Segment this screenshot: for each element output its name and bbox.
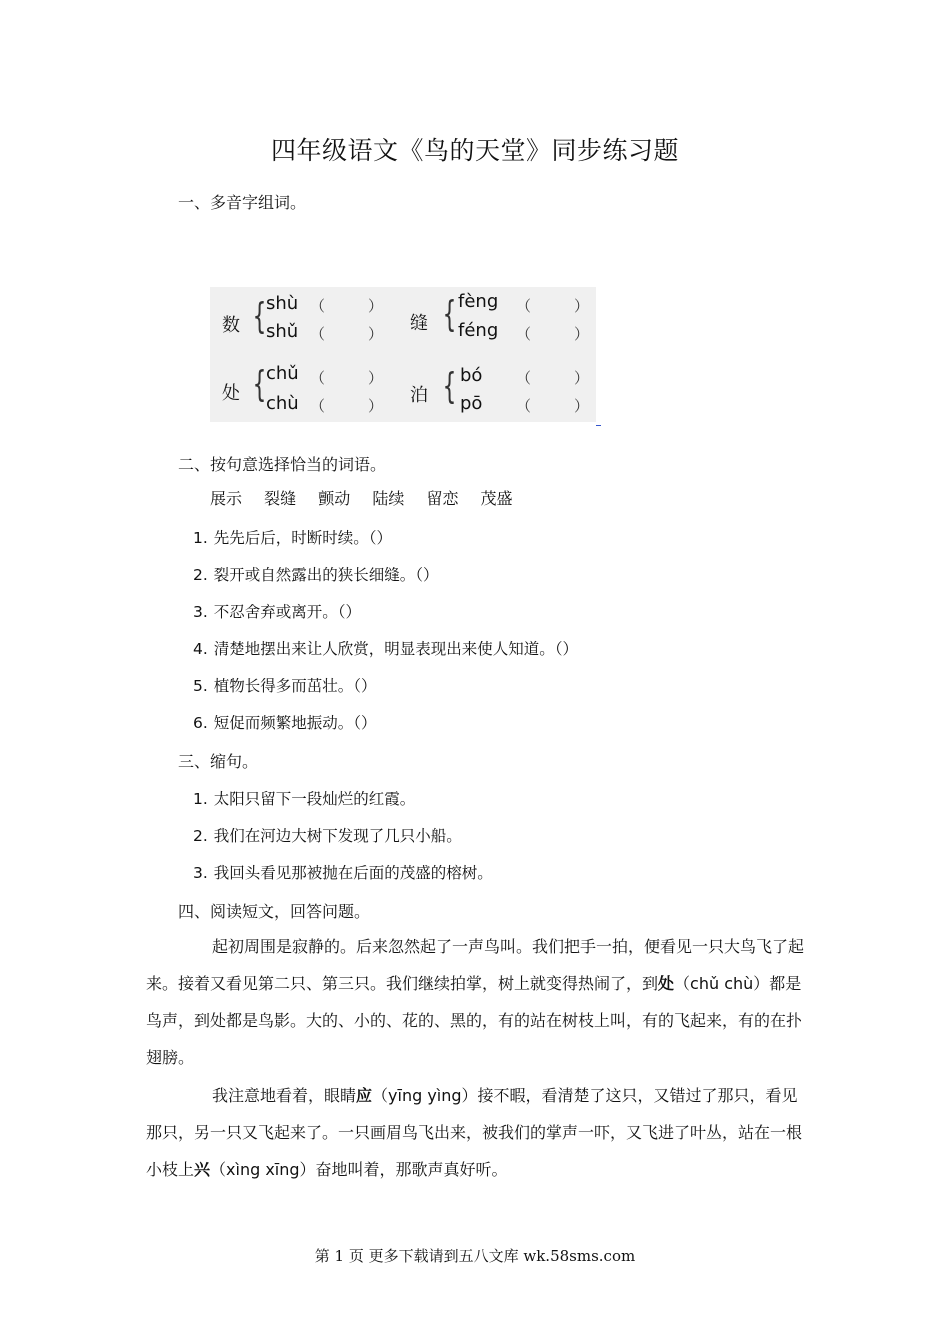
list-item: 1. 先先后后，时断时续。（） <box>193 529 393 547</box>
paren-close: ） <box>574 397 590 415</box>
word-option: 茂盛 <box>480 489 513 508</box>
list-item: 3. 不忍舍弃或离开。（） <box>193 603 362 621</box>
polyphone-char: 缝 <box>410 313 428 334</box>
paren-close: ） <box>574 369 590 387</box>
section-heading-3: 三、缩句。 <box>178 752 259 771</box>
passage-paragraph-1: 起初周围是寂静的。后来忽然起了一声鸟叫。我们把手一拍，便看见一只大鸟飞了起来。接着又看见第二只、第三只。我们继续拍掌，树上就变得热闹了，到处（chǔ chù）都是鸟声，到处都是鸟影。大的、小的、花的、黑的，有的站在树枝上叫，有的飞起来，有的在扑翅膀。 <box>146 937 805 1067</box>
paren-close: ） <box>368 325 384 343</box>
link-mark <box>596 425 601 426</box>
pinyin: bó <box>460 365 483 386</box>
list-item: 1. 太阳只留下一段灿烂的红霞。 <box>193 790 416 808</box>
paren-open: （ <box>516 369 532 387</box>
list-item: 6. 短促而频繁地振动。（） <box>193 714 377 732</box>
paren-open: （ <box>310 325 326 343</box>
list-item: 2. 裂开或自然露出的狭长细缝。（） <box>193 566 439 584</box>
page-title: 四年级语文《鸟的天堂》同步练习题 <box>270 136 679 165</box>
paren-open: （ <box>516 297 532 315</box>
word-options <box>210 486 530 509</box>
paren-open: （ <box>516 325 532 343</box>
pinyin: pō <box>460 393 483 414</box>
pinyin: shǔ <box>266 321 299 342</box>
list-item: 5. 植物长得多而茁壮。（） <box>193 677 377 695</box>
brace-icon: { <box>442 294 457 335</box>
list-item: 3. 我回头看见那被抛在后面的茂盛的榕树。 <box>193 864 493 882</box>
paren-close: ） <box>574 325 590 343</box>
paren-close: ） <box>574 297 590 315</box>
paren-open: （ <box>516 397 532 415</box>
polyphone-char: 泊 <box>410 385 428 406</box>
pinyin: chǔ <box>266 363 299 384</box>
polyphone-char: 处 <box>222 383 240 404</box>
section-heading-4: 四、阅读短文，回答问题。 <box>178 902 371 921</box>
word-option: 颤动 <box>318 489 351 508</box>
pinyin: shù <box>266 293 299 314</box>
paren-open: （ <box>310 369 326 387</box>
word-option: 陆续 <box>372 489 405 508</box>
word-option: 裂缝 <box>264 489 297 508</box>
brace-icon: { <box>252 364 267 405</box>
paren-close: ） <box>368 369 384 387</box>
brace-icon: { <box>252 296 267 337</box>
page-footer: 第 1 页 更多下载请到五八文库 wk.58sms.com <box>314 1247 636 1265</box>
section-heading-2: 二、按句意选择恰当的词语。 <box>178 455 387 474</box>
polyphone-table <box>210 287 596 422</box>
paren-open: （ <box>310 297 326 315</box>
brace-icon: { <box>442 366 457 407</box>
list-item: 4. 清楚地摆出来让人欣赏，明显表现出来使人知道。（） <box>193 640 579 658</box>
list-item: 2. 我们在河边大树下发现了几只小船。 <box>193 827 462 845</box>
paren-open: （ <box>310 397 326 415</box>
paren-close: ） <box>368 297 384 315</box>
polyphone-char: 数 <box>222 315 240 336</box>
pinyin: féng <box>458 320 499 341</box>
section-heading-1: 一、多音字组词。 <box>178 193 307 212</box>
paren-close: ） <box>368 397 384 415</box>
passage-paragraph-2: 我注意地看着，眼睛应（yīng yìng）接不暇，看清楚了这只，又错过了那只，看见那只，另一只又飞起来了。一只画眉鸟飞出来，被我们的掌声一吓，又飞进了叶丛，站在一根小枝上兴（xìng xīng）奋地叫着，那歌声真好听。 <box>146 1086 803 1179</box>
word-option: 展示 <box>210 489 243 508</box>
pinyin: chù <box>266 393 299 414</box>
pinyin: fèng <box>458 291 499 312</box>
word-option: 留恋 <box>426 489 459 508</box>
